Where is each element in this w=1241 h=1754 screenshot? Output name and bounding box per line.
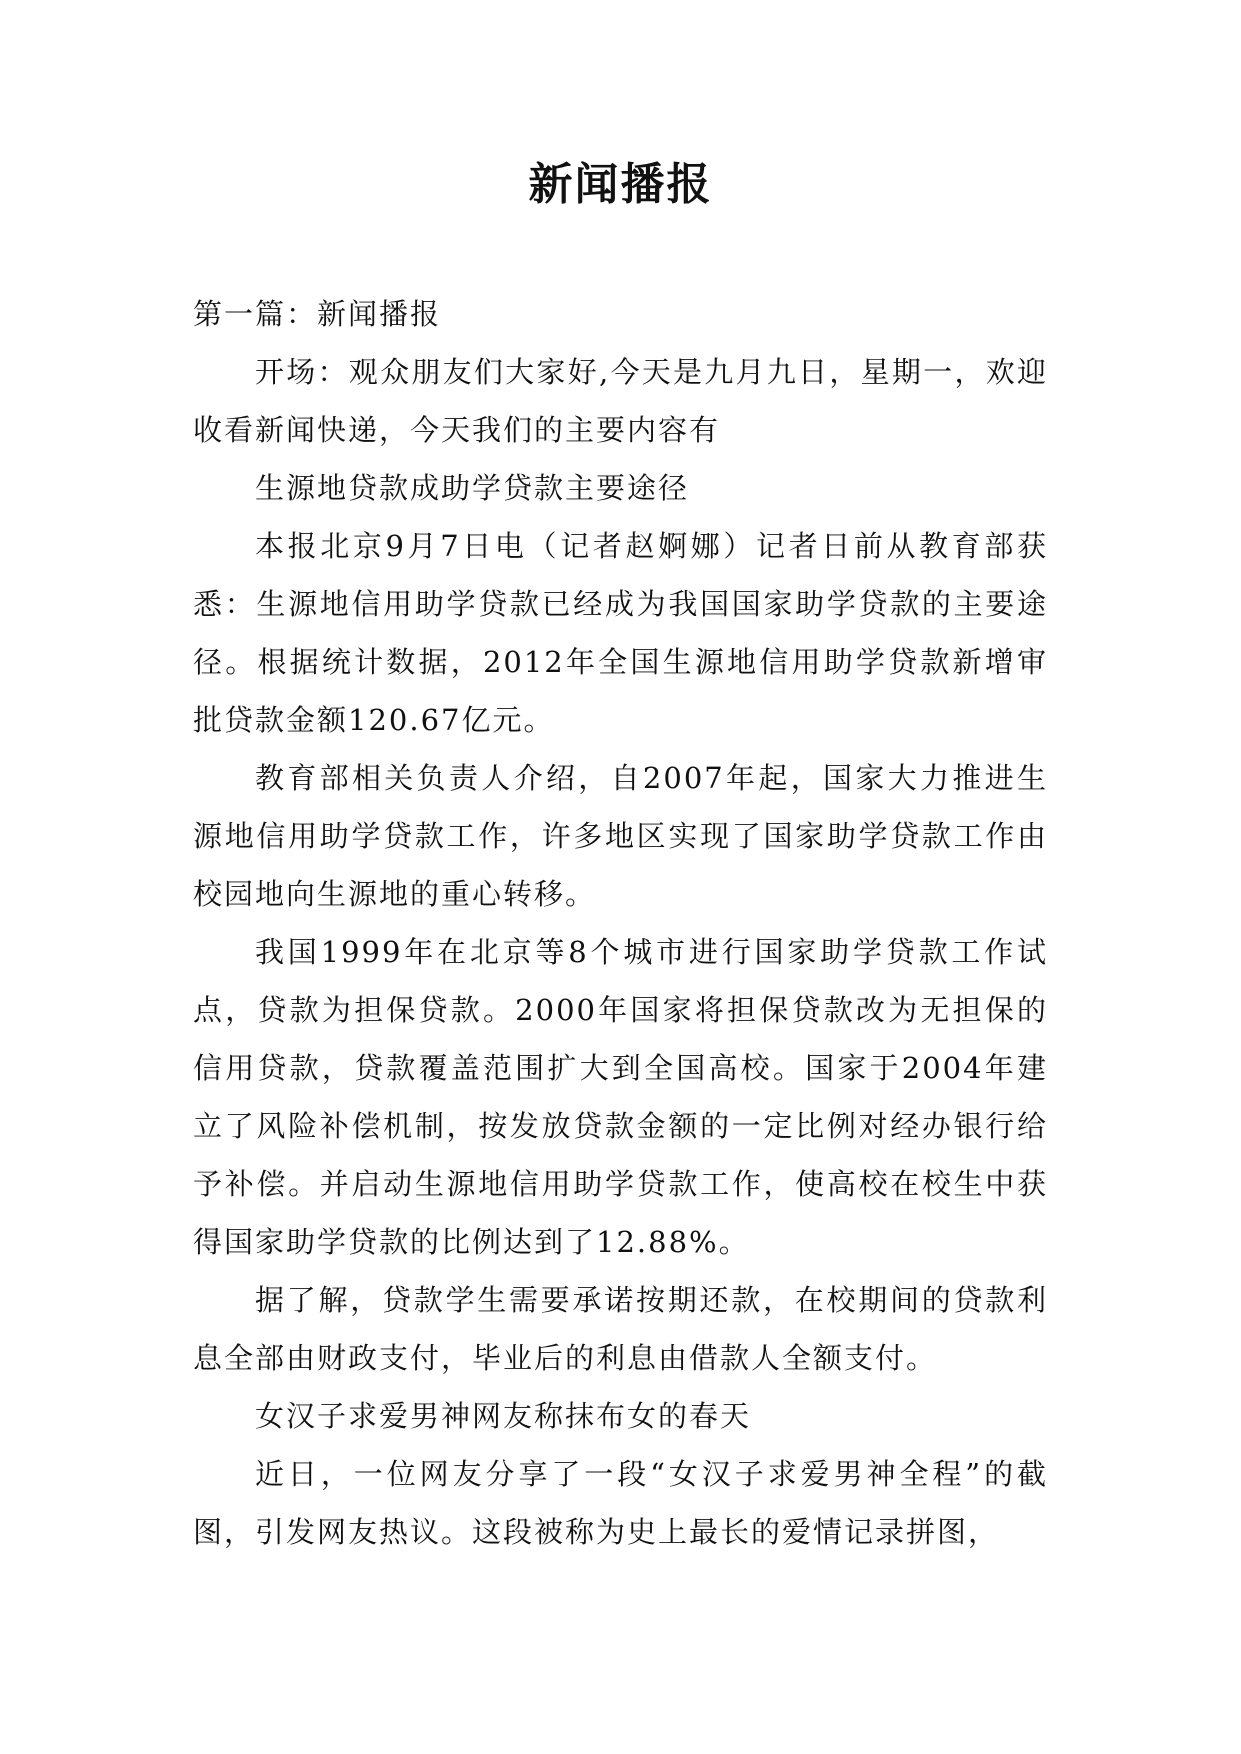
section-heading: 第一篇：新闻播报 (193, 297, 442, 331)
paragraph-opening: 开场：观众朋友们大家好,今天是九月九日，星期一，欢迎收看新闻快递，今天我们的主要内容有 (193, 355, 1048, 447)
paragraph-loan-report: 本报北京9月7日电（记者赵婀娜）记者日前从教育部获悉：生源地信用助学贷款已经成为我国国家助学贷款的主要途径。根据统计数据，2012年全国生源地信用助学贷款新增审批贷款金额120.67亿元。 (193, 529, 1048, 737)
document-body (193, 285, 1048, 1561)
news-headline-romance: 女汉子求爱男神网友称抹布女的春天 (255, 1399, 752, 1433)
page-title: 新闻播报 (528, 159, 713, 210)
news-headline-loan: 生源地贷款成助学贷款主要途径 (255, 471, 690, 505)
paragraph-loan-repayment: 据了解，贷款学生需要承诺按期还款，在校期间的贷款利息全部由财政支付，毕业后的利息由借款人全额支付。 (193, 1283, 1048, 1375)
paragraph-romance-story: 近日，一位网友分享了一段“女汉子求爱男神全程”的截图，引发网友热议。这段被称为史上最长的爱情记录拼图， (193, 1457, 1048, 1549)
paragraph-loan-introduction: 教育部相关负责人介绍，自2007年起，国家大力推进生源地信用助学贷款工作，许多地区实现了国家助学贷款工作由校园地向生源地的重心转移。 (193, 761, 1048, 911)
paragraph-loan-history: 我国1999年在北京等8个城市进行国家助学贷款工作试点，贷款为担保贷款。2000年国家将担保贷款改为无担保的信用贷款，贷款覆盖范围扩大到全国高校。国家于2004年建立了风险补偿机制，按发放贷款金额的一定比例对经办银行给予补偿。并启动生源地信用助学贷款工作，使高校在校生中获得国家助学贷款的比例达到了12.88%。 (193, 935, 1048, 1259)
